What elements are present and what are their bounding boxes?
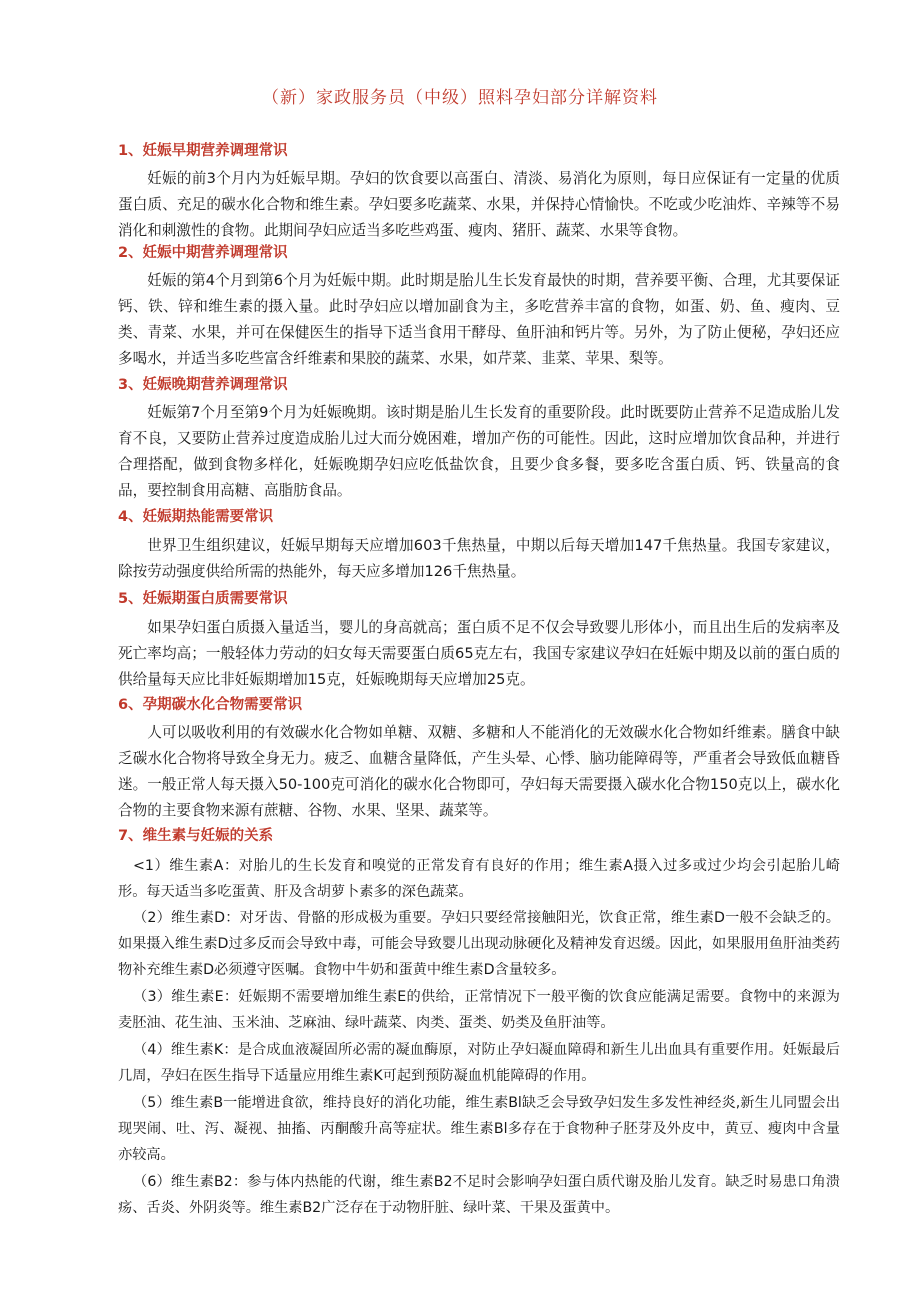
section-2-paragraph: 妊娠的第4个月到第6个月为妊娠中期。此时期是胎儿生长发育最快的时期，营养要平衡、合理，尤其要保证钙、铁、锌和维生素的摄入量。此时孕妇应以增加副食为主，多吃营养丰富的食物，如蛋、奶、鱼、瘦肉、豆类、青菜、水果，并可在保健医生的指导下适当食用干酵母、鱼肝油和钙片等。另外，为了防止便秘，孕妇还应多喝水，并适当多吃些富含纤维素和果胶的蔬菜、水果，如芹菜、韭菜、苹果、梨等。 — [118, 272, 840, 367]
section-heading-7: 7、维生素与妊娠的关系 — [118, 828, 274, 844]
vitamin-d-paragraph: （2）维生素D：对牙齿、骨骼的形成极为重要。孕妇只要经常接触阳光，饮食正常，维生素D一般不会缺乏的。如果摄入维生素D过多反而会导致中毒，可能会导致婴儿出现动脉硬化及精神发育迟缓。因此，如果服用鱼肝油类药物补充维生素D必须遵守医嘱。食物中牛奶和蛋黄中维生素D含量较多。 — [118, 910, 840, 978]
vitamin-a-paragraph: <1）维生素A：对胎儿的生长发育和嗅觉的正常发育有良好的作用；维生素A摄入过多或过少均会引起胎儿崎形。每天适当多吃蛋黄、肝及含胡萝卜素多的深色蔬菜。 — [118, 858, 840, 900]
section-heading-4: 4、妊娠期热能需要常识 — [118, 509, 274, 525]
section-heading-3: 3、妊娠晚期营养调理常识 — [118, 377, 288, 393]
section-heading-6: 6、孕期碳水化合物需要常识 — [118, 697, 303, 713]
section-heading-5: 5、妊娠期蛋白质需要常识 — [118, 591, 288, 607]
section-4-paragraph: 世界卫生组织建议，妊娠早期每天应增加603千焦热量，中期以后每天增加147千焦热量。我国专家建议，除按劳动强度供给所需的热能外，每天应多增加126千焦热量。 — [118, 537, 840, 580]
section-heading-1: 1、妊娠早期营养调理常识 — [118, 143, 288, 159]
vitamin-b2-paragraph: （6）维生素B2：参与体内热能的代谢，维生素B2不足时会影响孕妇蛋白质代谢及胎儿发育。缺乏时易患口角溃疡、舌炎、外阴炎等。维生素B2广泛存在于动物肝脏、绿叶菜、干果及蛋黄中。 — [118, 1174, 840, 1216]
section-heading-2: 2、妊娠中期营养调理常识 — [118, 245, 288, 261]
section-5-paragraph: 如果孕妇蛋白质摄入量适当，婴儿的身高就高；蛋白质不足不仅会导致婴儿形体小，而且出生后的发病率及死亡率均高；一般轻体力劳动的妇女每天需要蛋白质65克左右，我国专家建议孕妇在妊娠中期及以前的蛋白质的供给量每天应比非妊娠期增加15克，妊娠晚期每天应增加25克。 — [118, 619, 840, 688]
document-title: （新）家政服务员（中级）照料孕妇部分详解资料 — [262, 88, 658, 108]
section-6-paragraph: 人可以吸收利用的有效碳水化合物如单糖、双糖、多糖和人不能消化的无效碳水化合物如纤维素。膳食中缺乏碳水化合物将导致全身无力。疲乏、血糖含量降低，产生头晕、心悸、脑功能障碍等，严重者会导致低血糖昏迷。一般正常人每天摄入50-100克可消化的碳水化合物即可，孕妇每天需要摄入碳水化合物150克以上，碳水化合物的主要食物来源有蔗糖、谷物、水果、坚果、蔬菜等。 — [118, 724, 840, 819]
vitamin-e-paragraph: （3）维生素E：妊娠期不需要增加维生素E的供给，正常情况下一般平衡的饮食应能满足需要。食物中的来源为麦胚油、花生油、玉米油、芝麻油、绿叶蔬菜、肉类、蛋类、奶类及鱼肝油等。 — [118, 989, 840, 1031]
vitamin-k-paragraph: （4）维生素K：是合成血液凝固所必需的凝血酶原，对防止孕妇凝血障碍和新生儿出血具有重要作用。妊娠最后几周，孕妇在医生指导下适量应用维生素K可起到预防凝血机能障碍的作用。 — [118, 1042, 840, 1084]
section-3-paragraph: 妊娠第7个月至第9个月为妊娠晚期。该时期是胎儿生长发育的重要阶段。此时既要防止营养不足造成胎儿发育不良，又要防止营养过度造成胎儿过大而分娩困难，增加产伤的可能性。因此，这时应增加饮食品种，并进行合理搭配，做到食物多样化，妊娠晚期孕妇应吃低盐饮食，且要少食多餐，要多吃含蛋白质、钙、铁量高的食品，要控制食用高糖、高脂肪食品。 — [118, 404, 840, 499]
section-1-paragraph: 妊娠的前3个月内为妊娠早期。孕妇的饮食要以高蛋白、清淡、易消化为原则，每日应保证有一定量的优质蛋白质、充足的碳水化合物和维生素。孕妇要多吃蔬菜、水果，并保持心情愉快。不吃或少吃油炸、辛辣等不易消化和刺激性的食物。此期间孕妇应适当多吃些鸡蛋、瘦肉、猪肝、蔬菜、水果等食物。 — [118, 170, 840, 239]
vitamin-b1-paragraph: （5）维生素B一能增进食欲，维持良好的消化功能，维生素Bl缺乏会导致孕妇发生多发性神经炎,新生儿同盟会出现哭闹、吐、泻、凝视、抽搐、丙酮酸升高等症状。维生素Bl多存在于食物种子胚芽及外皮中，黄豆、瘦肉中含量亦较高。 — [118, 1095, 840, 1163]
